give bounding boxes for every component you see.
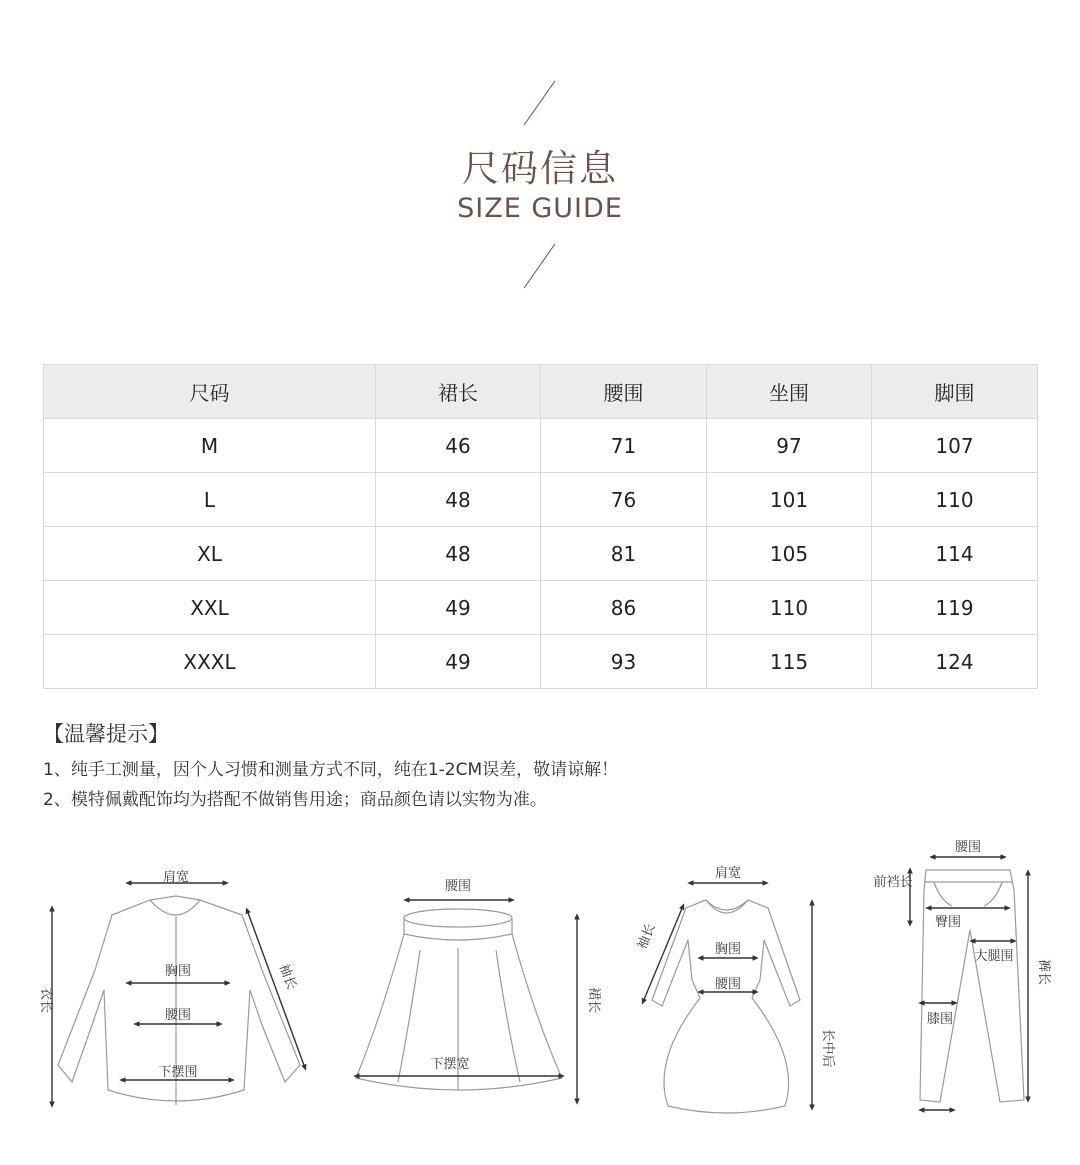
table-cell: XXL [44, 581, 376, 635]
table-cell: 119 [872, 581, 1038, 635]
label-dress-shoulder: 肩宽 [714, 866, 742, 881]
skirt-diagram [356, 879, 601, 1102]
table-cell: M [44, 419, 376, 473]
decor-slash-top [524, 81, 556, 126]
table-cell: 76 [541, 473, 707, 527]
table-cell: 124 [872, 635, 1038, 689]
label-shirt-length: 衣长 [38, 986, 53, 1014]
table-cell: 49 [376, 635, 541, 689]
label-pants-rise [873, 874, 912, 890]
measurement-diagrams [0, 820, 1080, 1120]
shirt-diagram [38, 870, 305, 1105]
table-cell: 81 [541, 527, 707, 581]
table-row [44, 581, 1038, 635]
table-cell: 105 [707, 527, 872, 581]
table-cell: 86 [541, 581, 707, 635]
label-dress-sleeve: 袖长 [634, 921, 659, 952]
label-skirt-waist: 腰围 [444, 879, 472, 894]
label-pants-hip: 臀围 [934, 915, 962, 930]
table-cell: 110 [707, 581, 872, 635]
table-cell: XL [44, 527, 376, 581]
decor-slash-bottom [524, 244, 556, 289]
label-pants-waist: 腰围 [954, 840, 982, 855]
tip-line-2: 2、模特佩戴配饰均为搭配不做销售用途；商品颜色请以实物为准。 [43, 790, 547, 810]
table-header: 尺码 [44, 365, 376, 419]
label-skirt-length: 裙长 [586, 986, 601, 1014]
page-title: 尺码信息 [462, 147, 618, 190]
table-cell: XXXL [44, 635, 376, 689]
table-header: 脚围 [872, 365, 1038, 419]
table-cell: 48 [376, 473, 541, 527]
table-cell: 115 [707, 635, 872, 689]
label-shirt-shoulder: 肩宽 [162, 870, 190, 885]
tips-title: 【温馨提示】 [43, 722, 169, 746]
table-header: 坐围 [707, 365, 872, 419]
label-pants-knee: 膝围 [926, 1012, 954, 1027]
table-row [44, 635, 1038, 689]
page-subtitle: SIZE GUIDE [457, 193, 623, 224]
table-cell: 110 [872, 473, 1038, 527]
label-pants-rise-line-1: 前裆长 [873, 875, 913, 890]
label-pants-length: 裤长 [1036, 958, 1051, 986]
pants-diagram [873, 840, 1051, 1110]
table-row [44, 527, 1038, 581]
label-shirt-waist: 腰围 [164, 1008, 192, 1023]
label-shirt-sleeve: 袖长 [275, 962, 299, 992]
label-shirt-hem: 下摆围 [158, 1065, 198, 1080]
table-cell: 97 [707, 419, 872, 473]
table-cell: 49 [376, 581, 541, 635]
table-cell: 46 [376, 419, 541, 473]
label-dress-length: 长中后 [820, 1028, 835, 1068]
table-row [44, 419, 1038, 473]
label-dress-waist: 腰围 [714, 977, 742, 992]
table-header-row [44, 365, 1038, 419]
table-header: 腰围 [541, 365, 707, 419]
dress-diagram [634, 866, 836, 1113]
label-shirt-chest: 胸围 [164, 964, 192, 979]
table-row [44, 473, 1038, 527]
table-cell: 107 [872, 419, 1038, 473]
table-cell: 48 [376, 527, 541, 581]
table-cell: 93 [541, 635, 707, 689]
table-cell: L [44, 473, 376, 527]
tip-line-1: 1、纯手工测量，因个人习惯和测量方式不同，纯在1-2CM误差，敬请谅解！ [43, 760, 619, 780]
size-table [43, 364, 1038, 689]
label-dress-chest: 胸围 [714, 942, 742, 957]
table-cell: 101 [707, 473, 872, 527]
label-skirt-hem: 下摆宽 [430, 1057, 470, 1072]
table-cell: 114 [872, 527, 1038, 581]
table-header: 裙长 [376, 365, 541, 419]
label-pants-thigh: 大腿围 [974, 949, 1014, 964]
table-cell: 71 [541, 419, 707, 473]
